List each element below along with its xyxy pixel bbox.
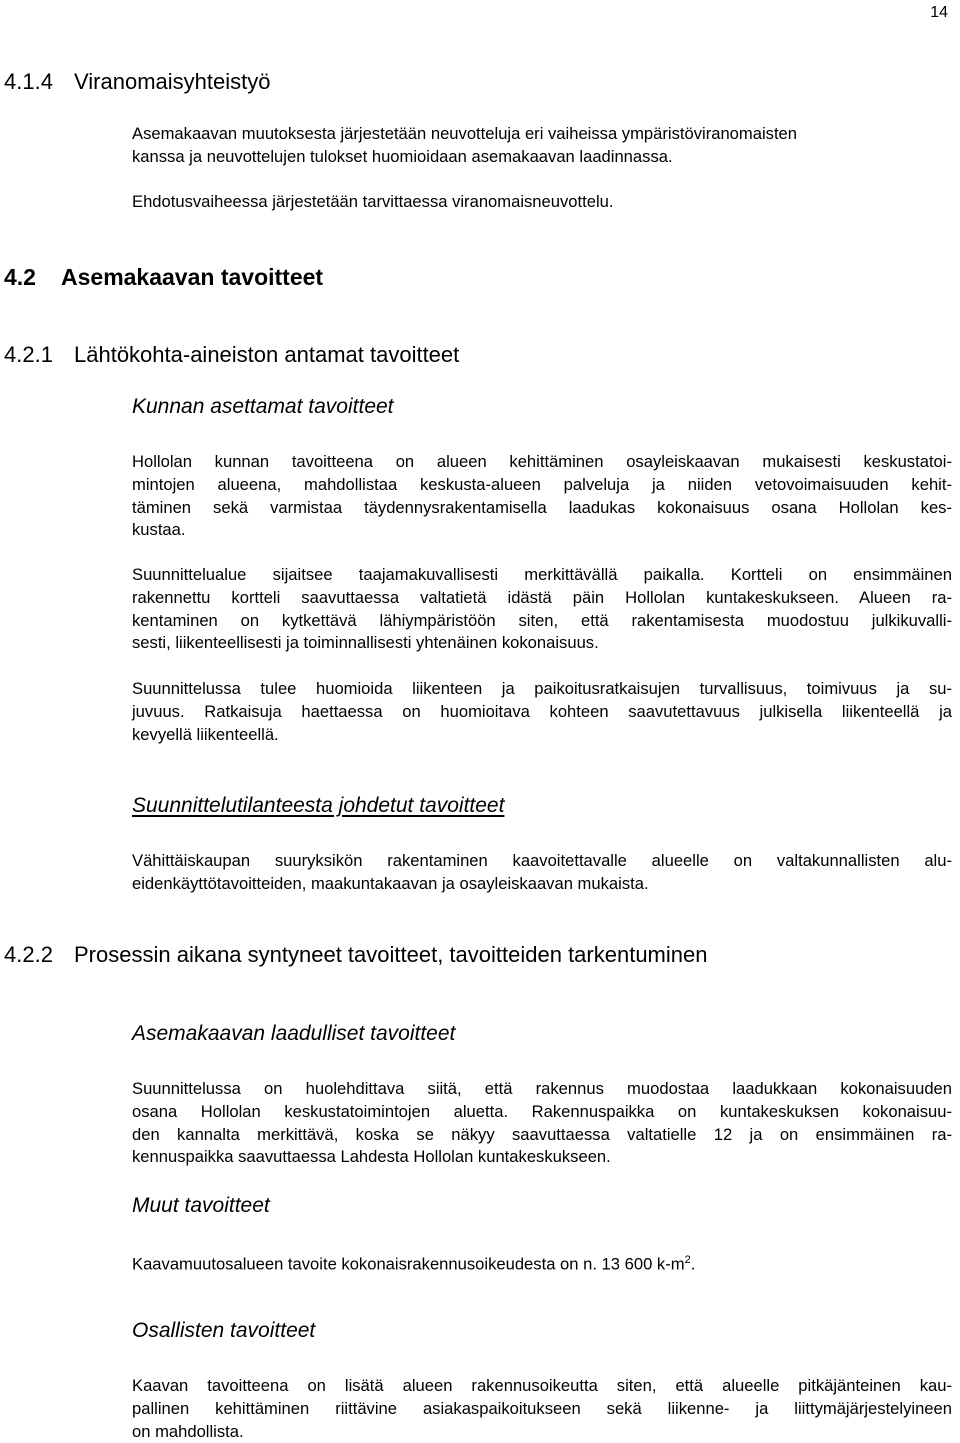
section-title: Viranomaisyhteistyö [74,69,271,94]
text-line: Hollolan kunnan tavoitteena on alueen kehittäminen osayleiskaavan mukaisesti keskustatoi- [132,452,952,471]
text-line: on mahdollista. [132,1421,244,1441]
text-line: eidenkäyttötavoitteiden, maakuntakaavan ja osayleiskaavan mukaista. [132,873,649,893]
text-line: osana Hollolan keskustatoimintojen aluetta. Rakennuspaikka on kuntakeskuksen kokonaisuu- [132,1101,952,1121]
text-line: Suunnittelussa tulee huomioida liikenteen ja paikoitusratkaisujen turvallisuus, toimivuus ja su- [132,679,952,698]
paragraph-kunta-2 [132,564,952,655]
page-number: 14 [930,4,948,21]
text-line: rakennettu kortteli saavuttaessa valtatietä idästä päin Hollolan kuntakeskukseen. Alueen ra- [132,587,952,607]
section-number: 4.2 [4,264,36,290]
text-line: pallinen kehittäminen riittävine asiakaspaikoitukseen sekä liikenne- ja liittymäjärjestelyineen [132,1398,952,1418]
text-line: kennuspaikka saavuttaessa Lahdesta Hollolan kuntakeskukseen. [132,1147,611,1167]
subheading-osallisten-tavoitteet: Osallisten tavoitteet [132,1319,316,1342]
paragraph-osalliset [132,1375,952,1443]
subheading-suunnittelutilanne: Suunnittelutilanteesta johdetut tavoitteet [132,794,505,817]
section-title: Lähtökohta-aineiston antamat tavoitteet [74,342,460,367]
paragraph-viranomais-1 [132,123,952,169]
text-line: mintojen alueena, mahdollistaa keskusta-alueen palveluja ja niiden vetovoimaisuuden kehit- [132,474,952,494]
paragraph-kunta-1 [132,451,952,542]
subheading-laadulliset-tavoitteet: Asemakaavan laadulliset tavoitteet [132,1022,456,1045]
text-line: juvuus. Ratkaisuja haettaessa on huomioitava kohteen saavutettavuus julkisella liikenteellä ja [132,701,952,721]
text-line: Vähittäiskaupan suuryksikön rakentaminen kaavoitettavalle alueelle on valtakunnallisten alu- [132,851,952,870]
paragraph-kunta-3 [132,678,952,746]
section-title: Prosessin aikana syntyneet tavoitteet, tavoitteiden tarkentuminen [74,942,708,967]
text-line: sesti, liikenteellisesti ja toiminnallisesti yhtenäinen kokonaisuus. [132,633,599,653]
section-number: 4.1.4 [4,69,53,94]
superscript: 2 [684,1254,691,1266]
paragraph-laadulliset [132,1078,952,1169]
text-line: kustaa. [132,520,186,540]
text-line: Suunnittelualue sijaitsee taajamakuvallisesti merkittävällä paikalla. Kortteli on ensimmäinen [132,565,952,584]
subheading-muut-tavoitteet: Muut tavoitteet [132,1194,270,1217]
text-line: den kannalta merkittävä, koska se näkyy saavuttaessa valtatielle 12 ja on ensimmäinen ra- [132,1124,952,1144]
paragraph-muut [132,1249,952,1276]
text-line: Ehdotusvaiheessa järjestetään tarvittaessa viranomaisneuvottelu. [132,192,614,211]
section-4-2-1-heading [4,342,459,368]
text-line: Suunnittelussa on huolehdittava siitä, että rakennus muodostaa laadukkaan kokonaisuuden [132,1079,952,1098]
period: . [690,1254,696,1274]
section-number: 4.2.1 [4,342,53,367]
text-line: Kaavan tavoitteena on lisätä alueen rakennusoikeutta siten, että alueelle pitkäjänteinen kau- [132,1376,952,1395]
section-4-2-heading [4,264,323,291]
subheading-kunnan-tavoitteet: Kunnan asettamat tavoitteet [132,395,394,418]
paragraph-suunnittelutilanne [132,850,952,896]
text-line: kanssa ja neuvottelujen tulokset huomioidaan asemakaavan laadinnassa. [132,146,673,166]
text-line: kevyellä liikenteellä. [132,724,279,744]
text-line: täminen sekä varmistaa täydennysrakentamisella laadukas kokonaisuus osana Hollolan kes- [132,497,952,517]
text-line [132,1249,952,1276]
section-title: Asemakaavan tavoitteet [61,264,324,290]
paragraph-viranomais-2 [132,191,952,214]
section-4-1-4-heading [4,69,270,95]
text-line: Asemakaavan muutoksesta järjestetään neuvotteluja eri vaiheissa ympäristöviranomaisten [132,124,798,143]
section-number: 4.2.2 [4,942,53,967]
section-4-2-2-heading [4,942,707,968]
text-line: kentaminen on kytkettävä lähiympäristöön siten, että rakentamisesta muodostuu julkikuvalli- [132,610,952,630]
rakennusoikeus-text: Kaavamuutosalueen tavoite kokonaisrakennusoikeudesta on n. 13 600 k-m [132,1254,685,1274]
